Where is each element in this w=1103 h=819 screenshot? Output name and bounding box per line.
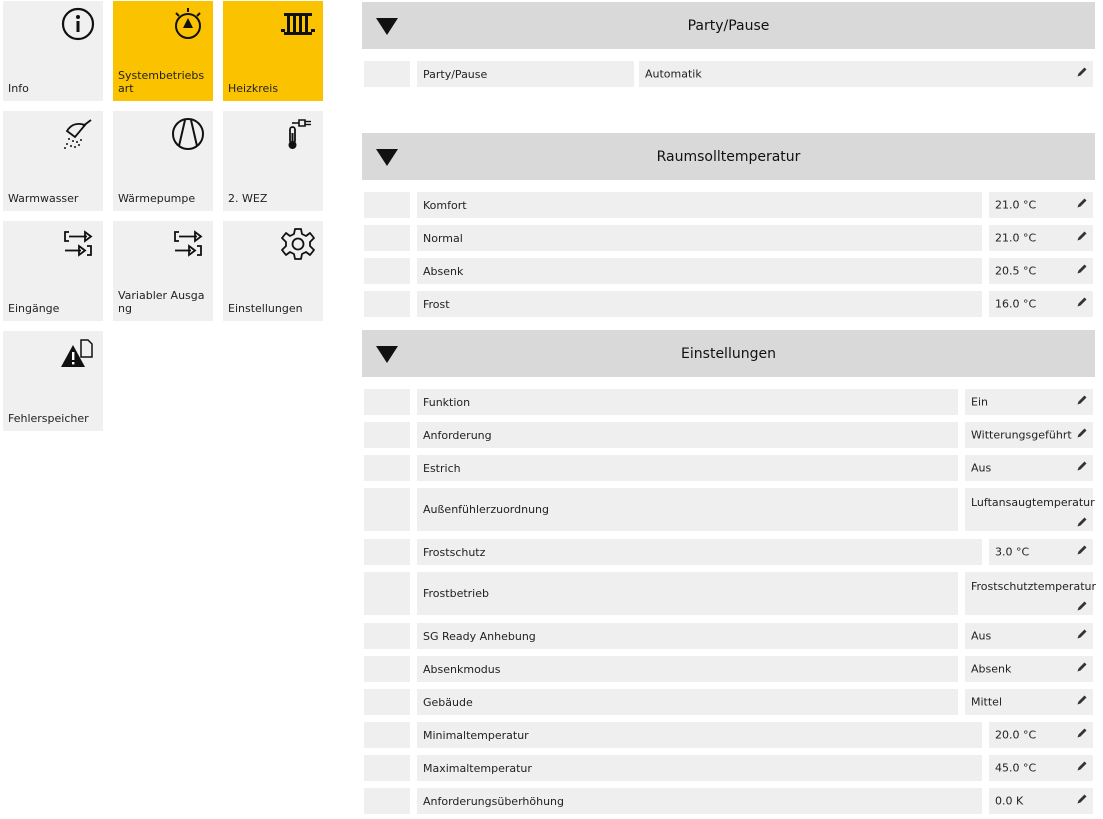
row-label: Estrich: [417, 455, 958, 481]
pencil-icon[interactable]: [1076, 197, 1088, 209]
pencil-icon[interactable]: [1076, 296, 1088, 308]
row-label: Komfort: [417, 192, 982, 218]
row-label: Außenfühlerzuordnung: [417, 488, 958, 531]
row-label: Normal: [417, 225, 982, 251]
output-arrows-icon: [171, 227, 205, 261]
row-label: Absenk: [417, 258, 982, 284]
table-row: [362, 656, 1095, 682]
tile-label: Wärmepumpe: [118, 192, 196, 205]
heat-pump-icon: [171, 117, 205, 151]
tile-label: Fehlerspeicher: [8, 412, 89, 425]
row-value: 20.0 °C: [995, 728, 1037, 742]
tile-label: 2. WEZ: [228, 192, 268, 205]
shower-icon: [61, 117, 95, 151]
row-label: Frost: [417, 291, 982, 317]
table-row: [362, 225, 1095, 251]
row-label: Anforderungsüberhöhung: [417, 788, 982, 814]
row-value: 16.0 °C: [995, 297, 1037, 311]
row-value: Ein: [971, 395, 988, 409]
row-value-edit[interactable]: [989, 291, 1093, 317]
tile-einstellungen[interactable]: [223, 221, 323, 321]
table-row: [362, 192, 1095, 218]
row-value-edit[interactable]: [965, 389, 1093, 415]
table-row: [362, 488, 1095, 531]
row-value-edit[interactable]: [989, 788, 1093, 814]
row-value-edit[interactable]: [989, 225, 1093, 251]
tile-fehlerspeicher[interactable]: [3, 331, 103, 431]
row-value: Witterungsgeführt: [971, 428, 1072, 442]
row-value-edit[interactable]: [965, 656, 1093, 682]
tile-label: Einstellungen: [228, 302, 303, 315]
table-row: [362, 572, 1095, 615]
tile-label: Heizkreis: [228, 82, 279, 95]
row-label: Absenkmodus: [417, 656, 958, 682]
tile-eingaenge[interactable]: [3, 221, 103, 321]
pencil-icon[interactable]: [1076, 263, 1088, 275]
pencil-icon[interactable]: [1076, 760, 1088, 772]
pencil-icon[interactable]: [1076, 230, 1088, 242]
section-title: Einstellungen: [681, 346, 776, 362]
pencil-icon[interactable]: [1076, 544, 1088, 556]
row-label: Funktion: [417, 389, 958, 415]
row-label: Minimaltemperatur: [417, 722, 982, 748]
tile-label: Systembetriebsart: [118, 69, 205, 95]
row-value-edit[interactable]: [965, 422, 1093, 448]
tile-label: Eingänge: [8, 302, 60, 315]
tile-waermepumpe[interactable]: [113, 111, 213, 211]
row-value: Aus: [971, 461, 992, 475]
row-value: 45.0 °C: [995, 761, 1037, 775]
pencil-icon[interactable]: [1076, 427, 1088, 439]
info-icon: [61, 7, 95, 41]
tile-variabler-ausgang[interactable]: [113, 221, 213, 321]
row-label: Anforderung: [417, 422, 958, 448]
pencil-icon[interactable]: [1076, 600, 1088, 612]
tile-label: Warmwasser: [8, 192, 79, 205]
pencil-icon[interactable]: [1076, 460, 1088, 472]
warning-document-icon: [61, 337, 95, 371]
row-value: Aus: [971, 629, 992, 643]
table-row: [362, 455, 1095, 481]
row-value-edit[interactable]: [965, 455, 1093, 481]
row-label: Frostbetrieb: [417, 572, 958, 615]
row-label: Maximaltemperatur: [417, 755, 982, 781]
table-row: [362, 291, 1095, 317]
pencil-icon[interactable]: [1076, 394, 1088, 406]
row-label: Frostschutz: [417, 539, 982, 565]
table-row: [362, 623, 1095, 649]
table-row: [362, 755, 1095, 781]
row-value-edit[interactable]: [989, 755, 1093, 781]
row-value-edit[interactable]: [989, 192, 1093, 218]
section-header-party-pause[interactable]: [362, 2, 1095, 49]
row-value: Frostschutztemperatur: [971, 580, 1097, 593]
row-value: Mittel: [971, 695, 1002, 709]
pencil-icon[interactable]: [1076, 628, 1088, 640]
table-row: [362, 258, 1095, 284]
tile-2-wez[interactable]: [223, 111, 323, 211]
table-row: [362, 422, 1095, 448]
section-title: Raumsolltemperatur: [656, 149, 801, 165]
tile-label: Variabler Ausgang: [118, 289, 205, 315]
gear-icon: [281, 227, 315, 261]
row-value-edit[interactable]: [989, 258, 1093, 284]
section-header-einstellungen[interactable]: [362, 330, 1095, 377]
section-header-raumsolltemperatur[interactable]: [362, 133, 1095, 180]
pencil-icon[interactable]: [1076, 516, 1088, 528]
tile-systembetriebsart[interactable]: [113, 1, 213, 101]
row-value-edit[interactable]: [965, 689, 1093, 715]
row-value: 21.0 °C: [995, 198, 1037, 212]
table-row: [362, 788, 1095, 814]
row-value: Luftansaugtemperatur: [971, 496, 1095, 509]
row-value: 3.0 °C: [995, 545, 1030, 559]
tile-info[interactable]: [3, 1, 103, 101]
row-label: Gebäude: [417, 689, 958, 715]
row-value-edit[interactable]: [965, 623, 1093, 649]
row-value: 0.0 K: [995, 794, 1024, 808]
table-row: [362, 689, 1095, 715]
tile-heizkreis[interactable]: [223, 1, 323, 101]
pencil-icon[interactable]: [1076, 661, 1088, 673]
row-value: 20.5 °C: [995, 264, 1037, 278]
row-value-edit[interactable]: [989, 722, 1093, 748]
input-arrows-icon: [61, 227, 95, 261]
row-value-edit[interactable]: [639, 61, 1093, 87]
row-label: Party/Pause: [417, 61, 634, 87]
row-value-edit[interactable]: [965, 488, 1093, 531]
table-row: [362, 722, 1095, 748]
row-value: Automatik: [645, 67, 702, 81]
table-row: [362, 539, 1095, 565]
pencil-icon[interactable]: [1076, 727, 1088, 739]
table-row: [362, 61, 1095, 87]
thermometer-plug-icon: [281, 117, 315, 151]
pencil-icon[interactable]: [1076, 793, 1088, 805]
row-label: SG Ready Anhebung: [417, 623, 958, 649]
row-value: Absenk: [971, 662, 1012, 676]
pencil-icon[interactable]: [1076, 66, 1088, 78]
table-row: [362, 389, 1095, 415]
row-value-edit[interactable]: [989, 539, 1093, 565]
system-mode-icon: [171, 7, 205, 41]
row-value-edit[interactable]: [965, 572, 1097, 615]
section-title: Party/Pause: [687, 18, 770, 34]
pencil-icon[interactable]: [1076, 694, 1088, 706]
row-value: 21.0 °C: [995, 231, 1037, 245]
radiator-icon: [281, 7, 315, 41]
tile-warmwasser[interactable]: [3, 111, 103, 211]
tile-label: Info: [8, 82, 29, 95]
